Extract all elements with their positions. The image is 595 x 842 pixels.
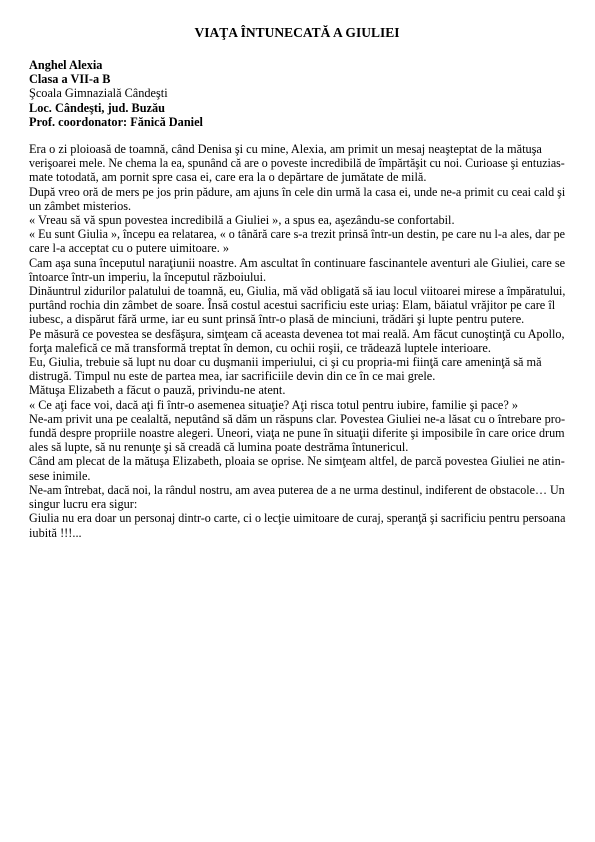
author-block xyxy=(29,58,565,129)
author-school: Şcoala Gimnazială Cândeşti xyxy=(29,86,168,101)
text-line: forţa malefică ce mă transformă treptat în demon, cu ochii roşii, ce trădează luptele interioare. xyxy=(29,340,491,355)
author-coordinator: Prof. coordonator: Fănică Daniel xyxy=(29,114,203,129)
text-line: care l-a acceptat cu o putere uimitoare. » xyxy=(29,241,230,256)
text-line: Eu, Giulia, trebuie să lupt nu doar cu duşmanii imperiului, ci şi cu propria-mi fiinţă care ameninţă să mă xyxy=(29,355,542,370)
text-line: Giulia nu era doar un personaj dintr-o carte, ci o lecţie uimitoare de curaj, speranţă şi sacrificiu pentru persoana xyxy=(29,511,566,526)
text-line: Era o zi ploioasă de toamnă, când Denisa şi cu mine, Alexia, am primit un mesaj neaşteptat de la mătuşa xyxy=(29,142,542,157)
text-line: « Vreau să vă spun povestea incredibilă a Giuliei », a spus ea, aşezându-se confortabil. xyxy=(29,213,455,228)
document-page xyxy=(29,0,565,540)
text-line: Pe măsură ce povestea se desfăşura, simţeam că aceasta devenea tot mai reală. Am făcut cunoştinţă cu Apollo, xyxy=(29,326,565,341)
text-line: purtând rochia din zâmbet de soare. Însă costul acestui sacrificiu este uriaş: Elam, băiatul vrăjitor pe care îl xyxy=(29,298,556,313)
text-line: Dinăuntrul zidurilor palatului de toamnă, eu, Giulia, mă văd obligată să iau locul viitoarei mirese a împăratului, xyxy=(29,284,566,299)
text-line: singur lucru era sigur: xyxy=(29,497,138,512)
author-location: Loc. Cândeşti, jud. Buzău xyxy=(29,100,165,115)
text-line: un zâmbet misterios. xyxy=(29,198,132,213)
text-line: sese inimile. xyxy=(29,468,91,483)
document-title: VIAŢA ÎNTUNECATĂ A GIULIEI xyxy=(194,25,400,40)
text-line: mate totodată, am pornit spre casa ei, care era la o depărtare de jumătate de milă. xyxy=(29,170,427,185)
text-line: « Eu sunt Giulia », începu ea relatarea, « o tânără care s-a trezit prinsă într-un destin, pe care nu l-a ales, dar pe xyxy=(29,227,566,242)
text-line: iubită !!!... xyxy=(29,525,82,540)
text-line: Când am plecat de la mătuşa Elizabeth, ploaia se oprise. Ne simţeam altfel, de parcă povestea Giuliei ne atin- xyxy=(29,454,565,469)
text-line: Ne-am întrebat, dacă noi, la rândul nostru, am avea puterea de a ne urma destinul, indiferent de obstacole… Un xyxy=(29,482,565,497)
text-line: ales să lupte, să nu renunţe şi să creadă că lumina poate destrăma întunericul. xyxy=(29,440,409,455)
text-line: iubesc, a dispărut fără urme, iar eu sunt prinsă într-o plasă de minciuni, trădări şi lupte pentru putere. xyxy=(29,312,525,327)
text-line: « Ce aţi face voi, dacă aţi fi într-o asemenea situaţie? Aţi risca totul pentru iubire, familie şi pace? » xyxy=(29,397,519,412)
text-line: După vreo oră de mers pe jos prin pădure, am ajuns în cele din urmă la casa ei, unde ne-a primit cu ceai cald şi xyxy=(29,184,566,199)
text-line: Mătuşa Elizabeth a făcut o pauză, privindu-ne atent. xyxy=(29,383,286,398)
author-class: Clasa a VII-a B xyxy=(29,72,111,87)
text-line: întoarce într-un imperiu, la începutul războiului. xyxy=(29,269,267,284)
text-line: Ne-am privit una pe cealaltă, neputând să dăm un răspuns clar. Povestea Giuliei ne-a lăsat cu o întrebare pro- xyxy=(29,411,566,426)
story-text xyxy=(29,142,565,540)
text-line: fundă despre propriile noastre alegeri. Uneori, viaţa ne pune în situaţii diferite şi imposibile în care orice drum xyxy=(29,426,565,441)
author-name: Anghel Alexia xyxy=(29,58,103,72)
text-line: Cam aşa suna începutul naraţiunii noastre. Am ascultat în continuare fascinantele aventuri ale Giuliei, care se xyxy=(29,255,566,270)
text-line: distrugă. Timpul nu este de partea mea, iar sacrificiile devin din ce în ce mai grele. xyxy=(29,369,436,384)
text-line: verişoarei mele. Ne chema la ea, spunând că are o poveste incredibilă de împărtăşit cu noi. Curioase şi entuzias- xyxy=(29,156,565,171)
